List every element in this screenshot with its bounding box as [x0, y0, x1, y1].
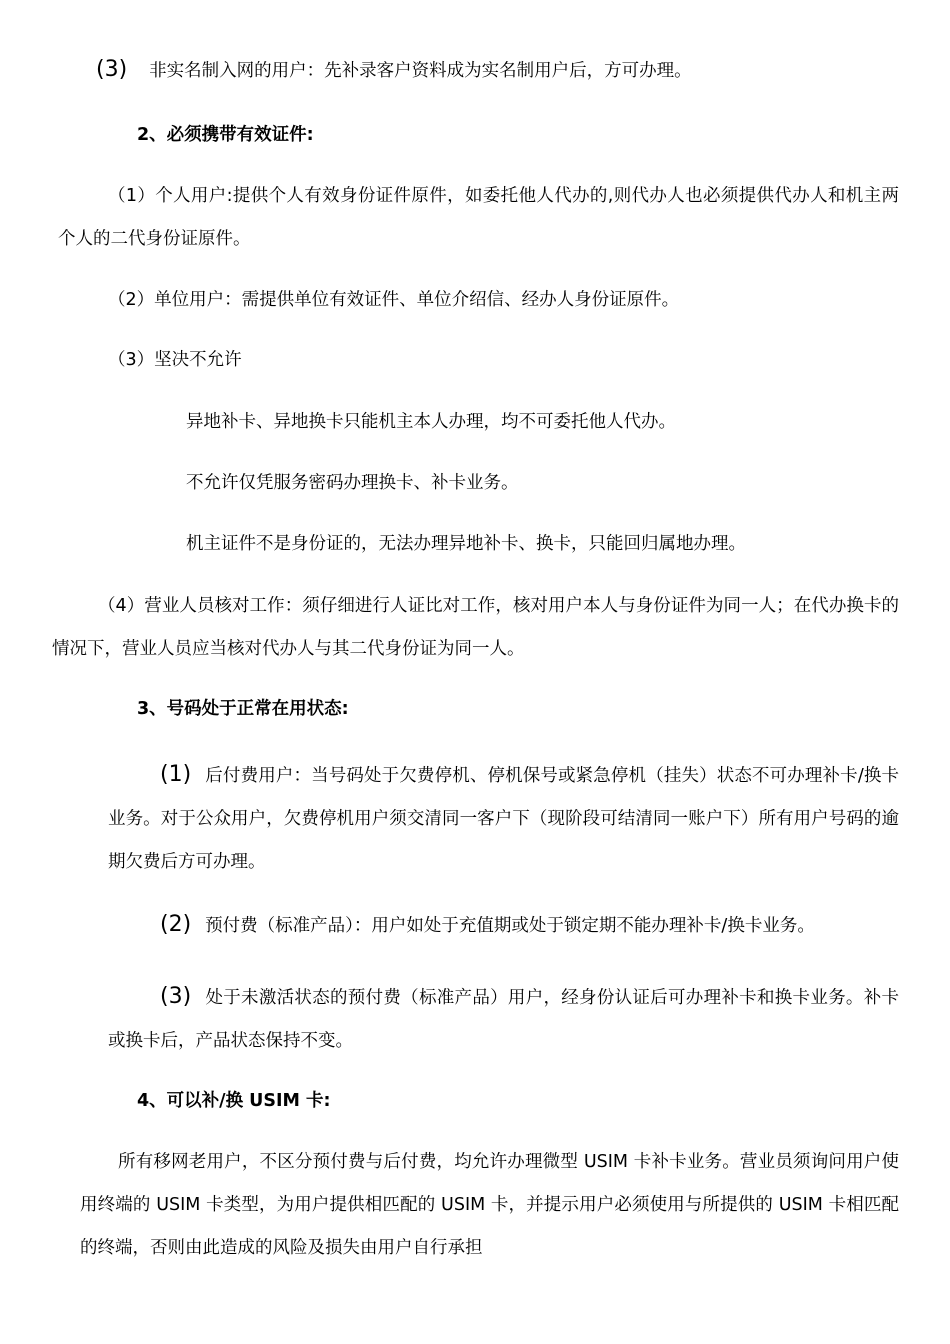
- paragraph-3-2: [160, 903, 815, 948]
- paragraph-3-1: [108, 753, 899, 884]
- paragraph-2-3b: 不允许仅凭服务密码办理换卡、补卡业务。: [186, 473, 519, 493]
- paragraph-3-3: [108, 975, 899, 1063]
- item-text: 非实名制入网的用户：先补录客户资料成为实名制用户后，方可办理。: [149, 61, 692, 81]
- paragraph-text: （1）个人用户:提供个人有效身份证件原件，如委托他人代办的,则代办人也必须提供代办人和机主两个人的二代身份证原件。: [58, 186, 899, 249]
- paragraph-2-4: [52, 585, 899, 671]
- section-heading-3: 3、号码处于正常在用状态:: [137, 699, 349, 719]
- item-number: (3): [160, 984, 192, 1009]
- paragraph-text: （4）营业人员核对工作：须仔细进行人证比对工作，核对用户本人与身份证件为同一人；在代办换卡的情况下，营业人员应当核对代办人与其二代身份证为同一人。: [52, 596, 899, 659]
- paragraph-2-2: （2）单位用户：需提供单位有效证件、单位介绍信、经办人身份证原件。: [108, 290, 680, 310]
- paragraph-2-1: [58, 175, 899, 261]
- paragraph-2-3a: 异地补卡、异地换卡只能机主本人办理，均不可委托他人代办。: [186, 412, 676, 432]
- item-number: (3): [96, 57, 128, 82]
- paragraph-2-3c: 机主证件不是身份证的，无法办理异地补卡、换卡，只能回归属地办理。: [186, 534, 746, 554]
- paragraph-text: 所有移网老用户，不区分预付费与后付费，均允许办理微型 USIM 卡补卡业务。营业员须询问用户使用终端的 USIM 卡类型，为用户提供相匹配的 USIM 卡，并提示用户必须使用与所提供的 USIM 卡相匹配的终端，否则由此造成的风险及损失由用户自行承担: [80, 1152, 899, 1258]
- item-number: (1): [160, 762, 192, 787]
- item-number: (2): [160, 912, 192, 937]
- paragraph-1-3: [96, 48, 692, 93]
- item-text: 处于未激活状态的预付费（标准产品）用户，经身份认证后可办理补卡和换卡业务。补卡或换卡后，产品状态保持不变。: [108, 988, 899, 1051]
- paragraph-4: [80, 1141, 899, 1270]
- section-heading-4: 4、可以补/换 USIM 卡:: [137, 1091, 331, 1111]
- item-text: 预付费（标准产品）：用户如处于充值期或处于锁定期不能办理补卡/换卡业务。: [205, 916, 815, 936]
- paragraph-2-3: （3）坚决不允许: [108, 350, 242, 370]
- item-text: 后付费用户：当号码处于欠费停机、停机保号或紧急停机（挂失）状态不可办理补卡/换卡业务。对于公众用户，欠费停机用户须交清同一客户下（现阶段可结清同一账户下）所有用户号码的逾期欠费后方可办理。: [108, 766, 899, 872]
- section-heading-2: 2、必须携带有效证件:: [137, 125, 314, 145]
